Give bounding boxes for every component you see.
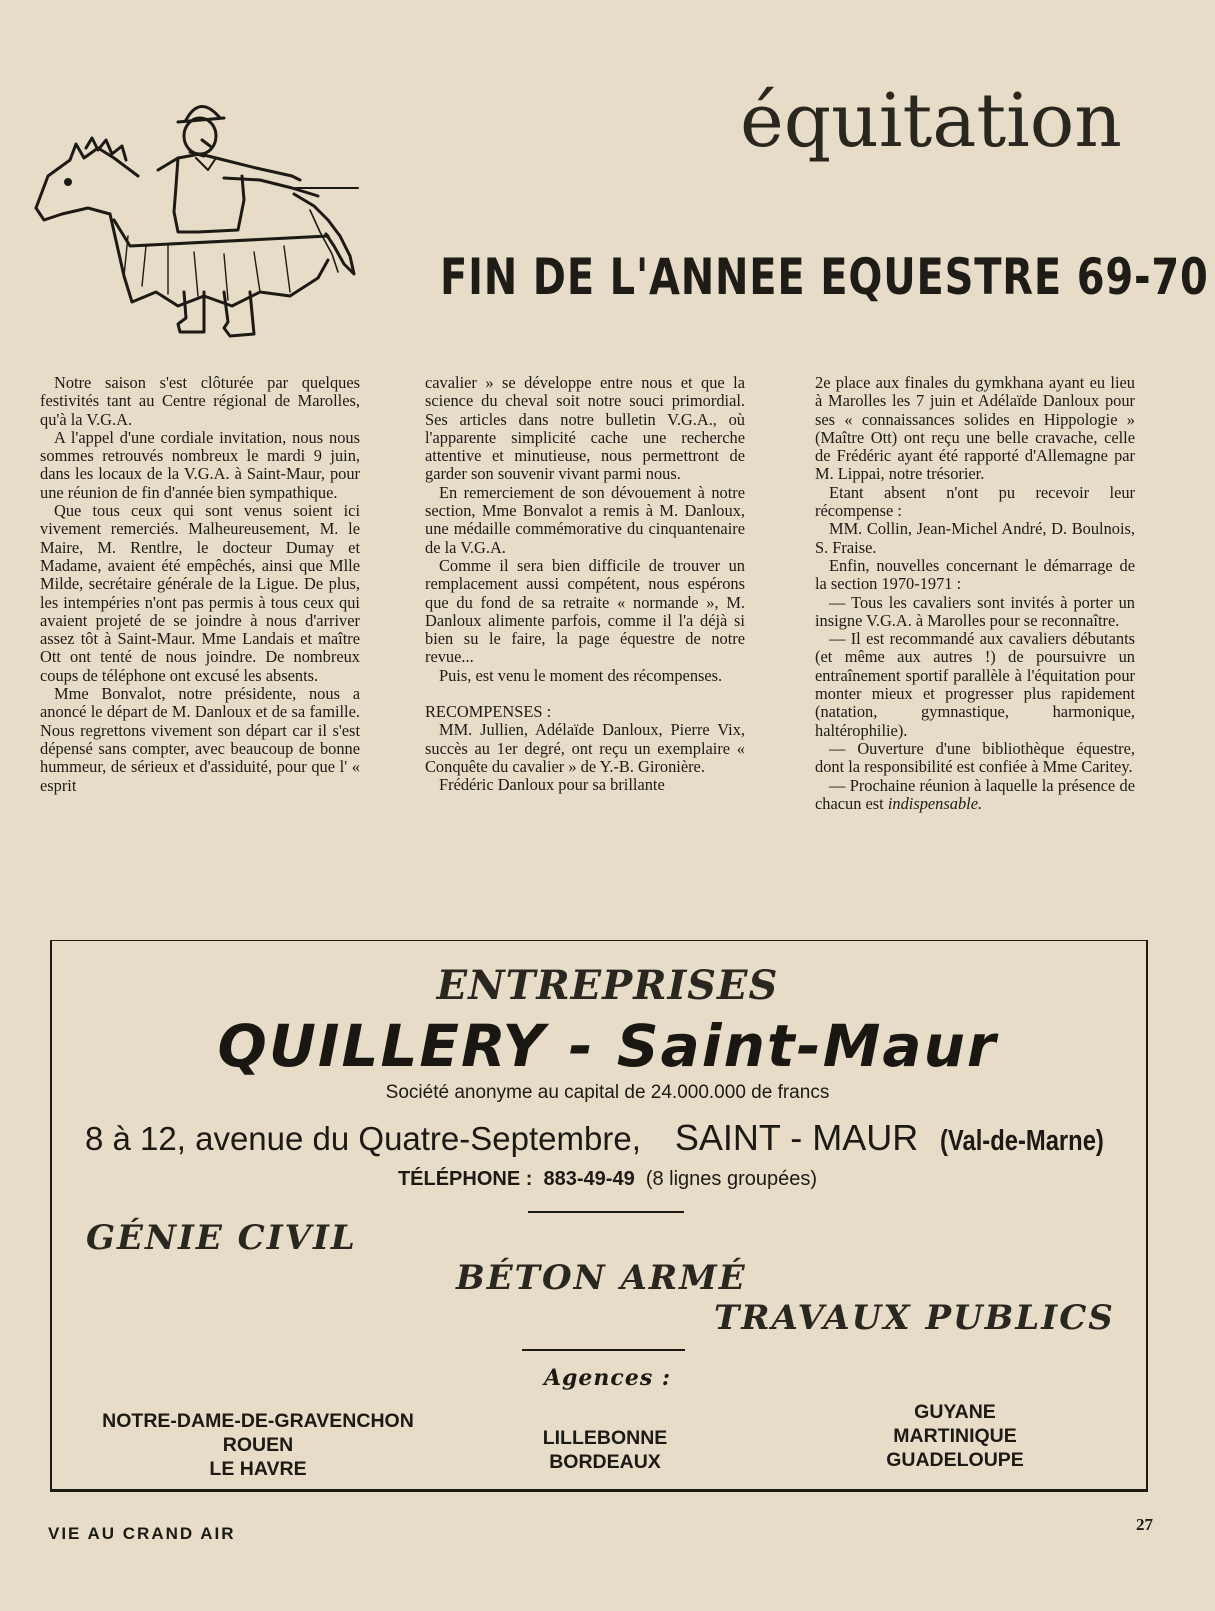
paragraph	[815, 777, 1135, 814]
paragraph: Mme Bonvalot, notre présidente, nous a anoncé le départ de M. Danloux et de sa famille. Nous regrettons vivement son départ car il s'est dépensé sans compter, avec beaucoup de bonne hummeur, de sérieux et d'assiduité, pour que l' « esprit	[40, 684, 360, 795]
paragraph: MM. Collin, Jean-Michel André, D. Boulnois, S. Fraise.	[815, 519, 1135, 557]
advert-company-name: QUILLERY - Saint-Maur	[217, 1012, 998, 1080]
agency-item: ROUEN	[222, 1434, 294, 1456]
phone-note: (8 lignes groupées)	[645, 1168, 818, 1190]
horse-rider-illustration	[28, 96, 378, 351]
footer-magazine-title: VIE AU CRAND AIR	[48, 1524, 236, 1543]
divider	[528, 1211, 684, 1213]
paragraph: cavalier » se développe entre nous et que la science du cheval soit notre souci primordial. Ses articles dans notre bulletin V.G.A., où l'apparente simplicité cache une recherche attentive et minutieuse, nous permettront de garder son souvenir vivant parmi nous.	[425, 373, 745, 484]
advert-city: SAINT - MAUR	[674, 1117, 919, 1158]
agency-item: LILLEBONNE	[542, 1427, 668, 1449]
paragraph: MM. Jullien, Adélaïde Danloux, Pierre Vix, succès au 1er degré, ont reçu un exemplaire « Conquête du cavalier » de Y.-B. Gironière.	[425, 720, 745, 776]
advert-region: (Val-de-Marne)	[940, 1125, 1105, 1157]
paragraph: 2e place aux finales du gymkhana ayant eu lieu à Marolles les 7 juin et Adélaïde Danloux pour ses « connaissances solides en Hippologie » (Maître Ott) ont reçu une belle cravache, celle de Frédéric ayant été rapporté d'Allemagne par M. Lippai, notre trésorier.	[815, 373, 1135, 484]
advert-address: 8 à 12, avenue du Quatre-Septembre,	[85, 1120, 641, 1157]
paragraph: Comme il sera bien difficile de trouver un remplacement aussi compétent, nous espérons que du fond de sa retraite « normande », M. Danloux alimente parfois, comme il l'a déjà si bien su le faire, la page équestre de notre revue...	[425, 555, 745, 667]
activity-beton-arme: BÉTON ARMÉ	[456, 1258, 747, 1298]
agency-item: BORDEAUX	[549, 1451, 661, 1473]
agences-label: Agences :	[543, 1365, 671, 1391]
page-number: 27	[1136, 1515, 1153, 1534]
paragraph: En remerciement de son dévouement à notre section, Mme Bonvalot a remis à M. Danloux, une médaille commémorative du cinquantenaire de la V.G.A.	[425, 482, 745, 557]
agency-item: MARTINIQUE	[893, 1425, 1017, 1447]
agency-list-3	[845, 1400, 1065, 1472]
paragraph: Puis, est venu le moment des récompenses.	[439, 665, 723, 685]
advert-capital: Société anonyme au capital de 24.000.000 de francs	[385, 1082, 830, 1103]
activity-genie-civil: GÉNIE CIVIL	[86, 1218, 357, 1258]
agency-item: GUYANE	[914, 1401, 996, 1423]
agency-item: GUADELOUPE	[886, 1449, 1024, 1471]
article-headline: FIN DE L'ANNEE EQUESTRE 69-70	[440, 248, 1209, 306]
paragraph: — Ouverture d'une bibliothèque équestre, dont la responsibilité est confiée à Mme Caritey.	[815, 738, 1135, 777]
paragraph-text: — Prochaine réunion à laquelle la présence de chacun est	[815, 775, 1135, 813]
advert-phone-line	[0, 1168, 1215, 1191]
paragraph: Etant absent n'ont pu recevoir leur récompense :	[815, 482, 1135, 521]
section-title: équitation	[740, 78, 1122, 164]
paragraph: A l'appel d'une cordiale invitation, nous nous sommes retrouvés nombreux le mardi 9 juin, dans les locaux de la V.G.A. à Saint-Maur, pour une réunion de fin d'année bien sympathique.	[40, 427, 360, 502]
article-column-1	[40, 374, 360, 795]
agency-item: NOTRE-DAME-DE-GRAVENCHON	[102, 1410, 414, 1432]
phone-number: 883-49-49	[543, 1168, 635, 1190]
article-column-2	[425, 374, 745, 795]
advert-heading: ENTREPRISES	[436, 962, 779, 1009]
paragraph: — Il est recommandé aux cavaliers débutants (et même aux autres !) de poursuivre un entraînement sportif parallèle à l'équitation pour monter mieux et progresser plus rapidement (natation, gymnastique, harmonique, haltérophilie).	[815, 629, 1135, 740]
divider	[522, 1349, 685, 1351]
subheading-recompenses: RECOMPENSES :	[425, 702, 552, 722]
phone-label: TÉLÉPHONE :	[397, 1168, 533, 1190]
paragraph: Enfin, nouvelles concernant le démarrage de la section 1970-1971 :	[815, 555, 1135, 594]
paragraph: Frédéric Danloux pour sa brillante	[439, 775, 665, 795]
agency-item: LE HAVRE	[209, 1458, 307, 1480]
paragraph: Notre saison s'est clôturée par quelques festivités tant au Centre régional de Marolles, qu'à la V.G.A.	[40, 373, 360, 429]
article-column-3	[815, 374, 1135, 813]
advert-address-line	[85, 1117, 1140, 1159]
agency-list-1	[88, 1409, 428, 1481]
paragraph: Que tous ceux qui sont venus soient ici vivement remerciés. Malheureusement, M. le Maire, M. Rentlre, le docteur Dumay et Madame, avaient été empêchés, ainsi que Mlle Milde, secrétaire générale de la Ligue. De plus, les intempéries n'ont pas permis à tous ceux qui avaient projeté de se joindre à nous d'arriver assez tôt à Saint-Maur. Mme Landais et maître Ott ont tenté de nous joindre. De nombreux coups de téléphone ont excusé les absents.	[40, 501, 360, 685]
agency-list-2	[520, 1426, 690, 1474]
activity-travaux-publics: TRAVAUX PUBLICS	[714, 1298, 1115, 1338]
emphasis: indispensable.	[887, 793, 983, 813]
paragraph: — Tous les cavaliers sont invités à porter un insigne V.G.A. à Marolles pour se reconnaître.	[815, 592, 1135, 630]
